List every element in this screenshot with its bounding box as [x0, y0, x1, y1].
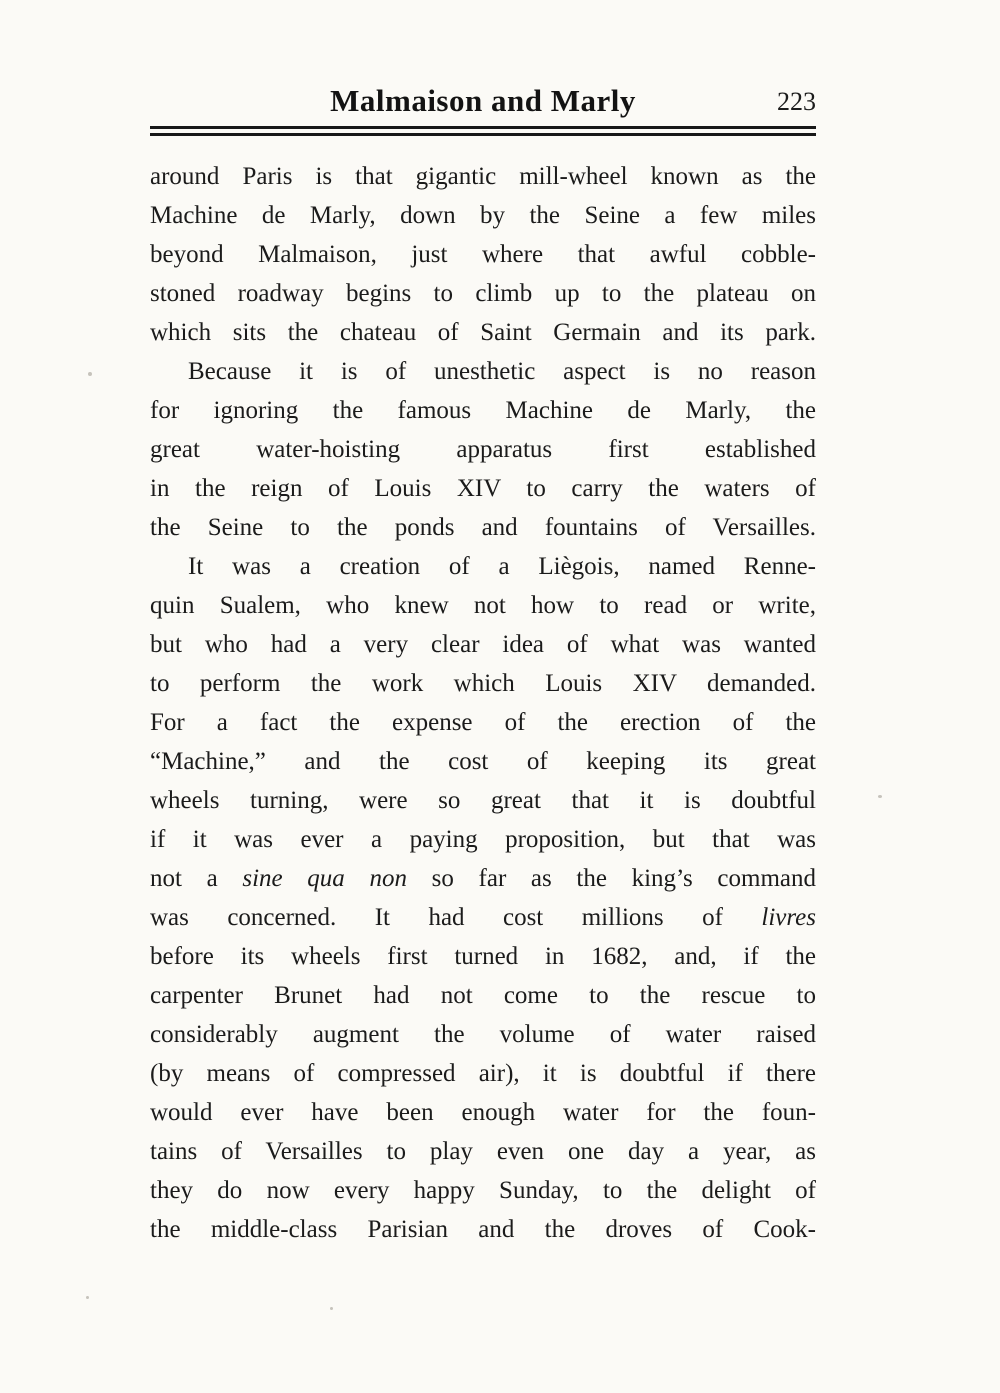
text-line	[150, 157, 816, 196]
text-segment: considerably augment the volume of water raised	[150, 1021, 816, 1048]
text-line	[150, 1171, 816, 1210]
text-segment: which sits the chateau of Saint Germain and its park.	[150, 319, 816, 346]
text-line	[150, 391, 816, 430]
text-segment: tains of Versailles to play even one day a year, as	[150, 1138, 816, 1165]
text-segment: Because it is of unesthetic aspect is no reason	[188, 358, 816, 385]
text-segment: great water-hoisting apparatus first established	[150, 436, 816, 463]
text-line	[150, 664, 816, 703]
text-segment: (by means of compressed air), it is doubtful if there	[150, 1060, 816, 1087]
text-segment: around Paris is that gigantic mill-wheel known as the	[150, 163, 816, 190]
text-segment: if it was ever a paying proposition, but that was	[150, 826, 816, 853]
text-line	[150, 235, 816, 274]
text-line	[150, 937, 816, 976]
text-segment: would ever have been enough water for the foun-	[150, 1099, 816, 1126]
text-line	[150, 703, 816, 742]
scan-speck	[878, 795, 882, 798]
text-line	[150, 274, 816, 313]
text-segment: in the reign of Louis XIV to carry the waters of	[150, 475, 816, 502]
text-line	[150, 625, 816, 664]
text-segment: It was a creation of a Liègois, named Renne-	[188, 553, 816, 580]
text-line	[150, 820, 816, 859]
text-line	[150, 1054, 816, 1093]
page-body	[150, 157, 816, 1249]
text-segment: so far as the king’s command	[406, 865, 816, 892]
scan-speck	[86, 1296, 89, 1299]
text-line	[150, 859, 816, 898]
text-line	[150, 508, 816, 547]
text-line	[150, 1015, 816, 1054]
scan-speck	[88, 372, 92, 376]
text-segment: but who had a very clear idea of what was wanted	[150, 631, 816, 658]
text-segment: they do now every happy Sunday, to the delight of	[150, 1177, 816, 1204]
italic-text: sine qua non	[242, 865, 407, 892]
text-line	[150, 1132, 816, 1171]
text-segment: the Seine to the ponds and fountains of Versailles.	[150, 514, 816, 541]
text-segment: carpenter Brunet had not come to the rescue to	[150, 982, 816, 1009]
text-segment: For a fact the expense of the erection of the	[150, 709, 816, 736]
text-line	[150, 1093, 816, 1132]
text-segment: Machine de Marly, down by the Seine a few miles	[150, 202, 816, 229]
text-segment: to perform the work which Louis XIV demanded.	[150, 670, 816, 697]
paragraph	[150, 157, 816, 352]
text-line	[150, 547, 816, 586]
text-line	[150, 430, 816, 469]
paragraph	[150, 547, 816, 1249]
text-segment: not a	[150, 865, 243, 892]
text-segment: quin Sualem, who knew not how to read or write,	[150, 592, 816, 619]
running-title: Malmaison and Marly	[330, 83, 636, 118]
text-line	[150, 586, 816, 625]
scan-speck	[330, 1307, 333, 1310]
text-segment: “Machine,” and the cost of keeping its great	[150, 748, 816, 775]
text-line	[150, 781, 816, 820]
text-line	[150, 469, 816, 508]
double-rule	[150, 126, 816, 136]
text-line	[150, 898, 816, 937]
text-segment: before its wheels first turned in 1682, and, if the	[150, 943, 816, 970]
italic-text: livres	[761, 904, 816, 931]
paragraph	[150, 352, 816, 547]
text-line	[150, 352, 816, 391]
text-segment: for ignoring the famous Machine de Marly, the	[150, 397, 816, 424]
text-segment: beyond Malmaison, just where that awful cobble-	[150, 241, 816, 268]
text-line	[150, 196, 816, 235]
text-line	[150, 742, 816, 781]
page-header	[150, 82, 816, 120]
text-line	[150, 313, 816, 352]
text-line	[150, 976, 816, 1015]
text-segment: wheels turning, were so great that it is doubtful	[150, 787, 816, 814]
text-line	[150, 1210, 816, 1249]
text-column	[150, 82, 816, 1249]
page-number: 223	[777, 87, 816, 116]
text-segment: stoned roadway begins to climb up to the plateau on	[150, 280, 816, 307]
text-segment: the middle-class Parisian and the droves of Cook-	[150, 1216, 816, 1243]
text-segment: was concerned. It had cost millions of	[150, 904, 762, 931]
